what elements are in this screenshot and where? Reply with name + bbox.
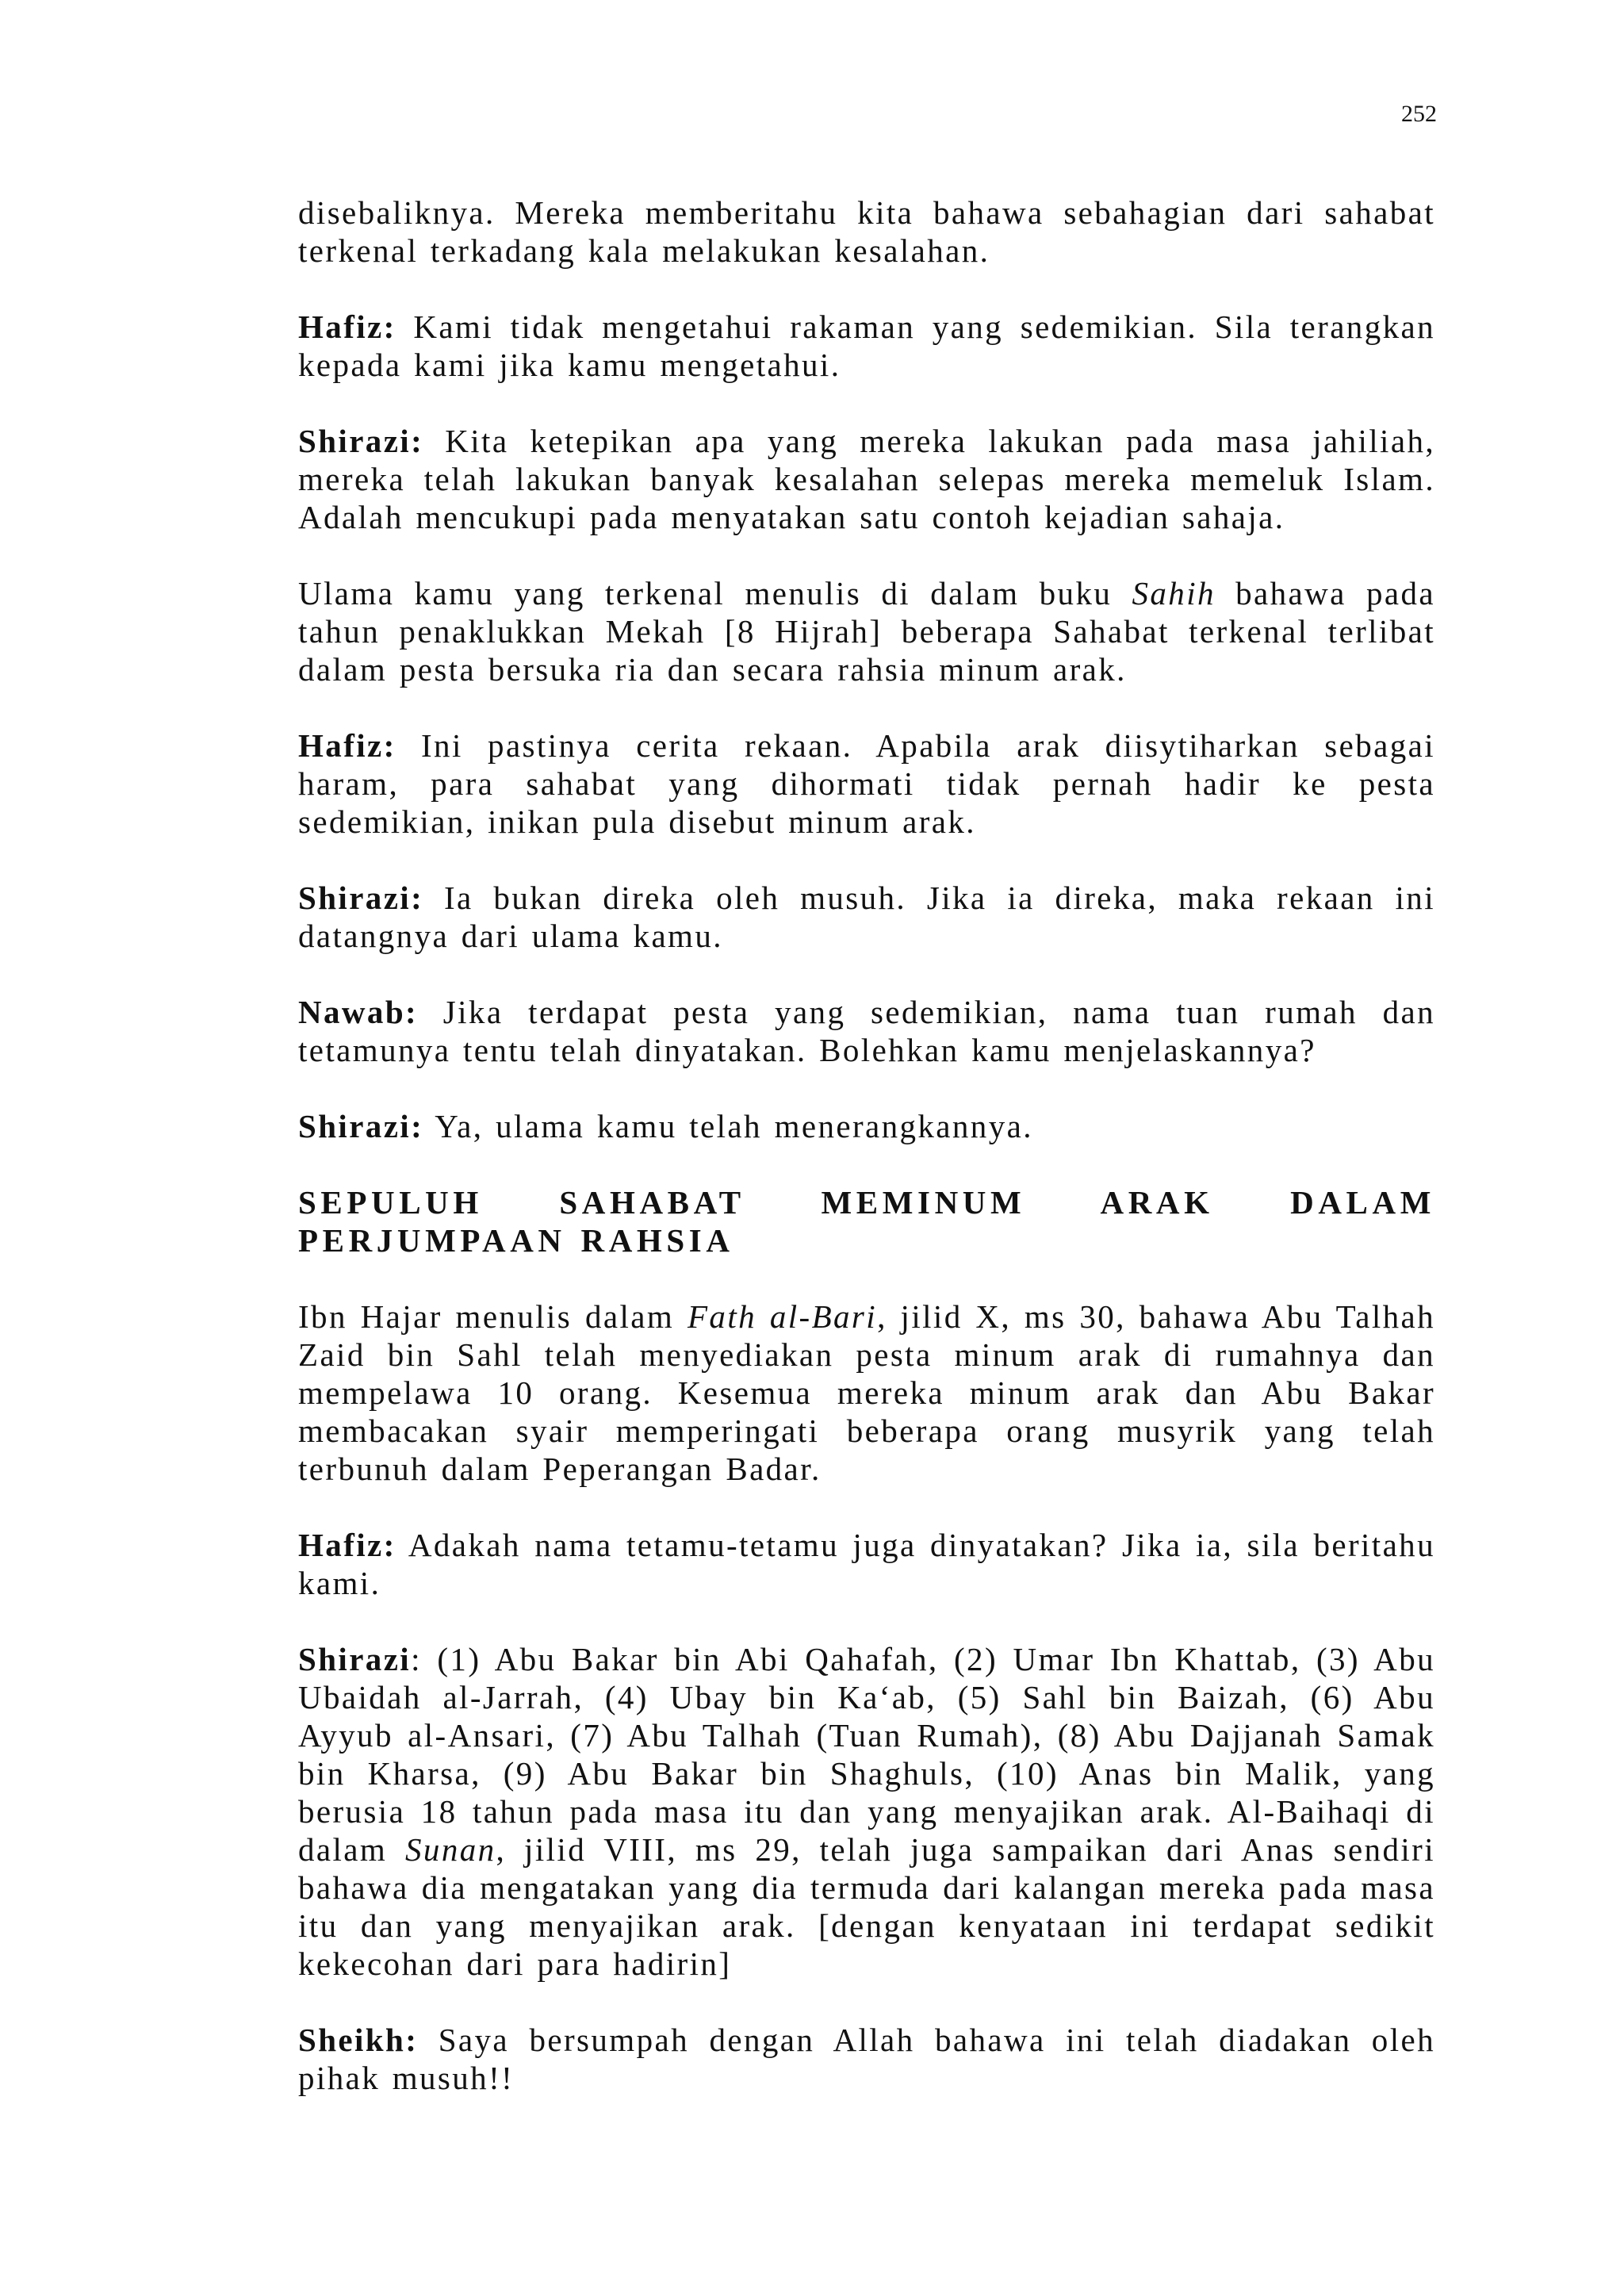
dialogue-text: Saya bersumpah dengan Allah bahawa ini telah diadakan oleh pihak musuh!! bbox=[298, 2022, 1435, 2096]
section-heading: SEPULUH SAHABAT MEMINUM ARAK DALAM PERJUMPAAN RAHSIA bbox=[298, 1184, 1435, 1259]
book-title: Fath al-Bari bbox=[687, 1298, 878, 1335]
dialogue-text: : (1) Abu Bakar bin Abi Qahafah, (2) Umar Ibn Khattab, (3) Abu Ubaidah al-Jarrah, (4) Ubay bin Ka‘ab, (5) Sahl bin Baizah, (6) Abu Ayyub al-Ansari, (7) Abu Talhah (Tuan Rumah), (8) Abu Dajjanah Samak bin Kharsa, (9) Abu Bakar bin Shaghuls, (10) Anas bin Malik, yang berusia 18 tahun pada masa itu dan yang menyajikan arak. Al-Baihaqi di dalam bbox=[298, 1641, 1435, 1868]
paragraph-intro bbox=[298, 194, 1435, 270]
dialogue-text: Ia bukan direka oleh musuh. Jika ia direka, maka rekaan ini datangnya dari ulama kamu. bbox=[298, 880, 1435, 954]
speaker-label: Shirazi: bbox=[298, 423, 424, 459]
speaker-label: Shirazi bbox=[298, 1641, 412, 1677]
dialogue-shirazi-2 bbox=[298, 879, 1435, 955]
book-title: Sunan bbox=[405, 1831, 496, 1868]
dialogue-hafiz-2 bbox=[298, 726, 1435, 841]
page-number: 252 bbox=[1401, 101, 1437, 127]
dialogue-text: Jika terdapat pesta yang sedemikian, nama tuan rumah dan tetamunya tentu telah dinyatakan. Bolehkan kamu menjelaskannya? bbox=[298, 994, 1435, 1068]
speaker-label: Shirazi: bbox=[298, 880, 424, 916]
dialogue-shirazi-1 bbox=[298, 422, 1435, 536]
speaker-label: Hafiz: bbox=[298, 1527, 396, 1563]
paragraph-text: Ibn Hajar menulis dalam bbox=[298, 1298, 688, 1335]
dialogue-hafiz-1 bbox=[298, 308, 1435, 384]
dialogue-hafiz-3 bbox=[298, 1526, 1435, 1602]
dialogue-text: Adakah nama tetamu-tetamu juga dinyatakan? Jika ia, sila beritahu kami. bbox=[298, 1527, 1435, 1601]
dialogue-text: , jilid VIII, ms 29, telah juga sampaikan dari Anas sendiri bahawa dia mengatakan yang dia termuda dari kalangan mereka pada masa itu dan yang menyajikan arak. [dengan kenyataan ini terdapat sedikit kekecohan dari para hadirin] bbox=[298, 1831, 1435, 1982]
speaker-label: Sheikh: bbox=[298, 2022, 419, 2058]
paragraph-fath-al-bari bbox=[298, 1297, 1435, 1488]
speaker-label: Nawab: bbox=[298, 994, 419, 1030]
dialogue-shirazi-3 bbox=[298, 1107, 1435, 1145]
paragraph-text: bahawa pada tahun penaklukkan Mekah [8 Hijrah] beberapa Sahabat terkenal terlibat dalam pesta bersuka ria dan secara rahsia minum arak. bbox=[298, 575, 1435, 688]
page-body bbox=[298, 194, 1435, 2135]
dialogue-nawab-1 bbox=[298, 993, 1435, 1069]
paragraph-text: disebaliknya. Mereka memberitahu kita bahawa sebahagian dari sahabat terkenal terkadang kala melakukan kesalahan. bbox=[298, 194, 1435, 269]
dialogue-text: Kita ketepikan apa yang mereka lakukan pada masa jahiliah, mereka telah lakukan banyak kesalahan selepas mereka memeluk Islam. Adalah mencukupi pada menyatakan satu contoh kejadian sahaja. bbox=[298, 423, 1435, 535]
paragraph-text: Ulama kamu yang terkenal menulis di dalam buku bbox=[298, 575, 1132, 611]
speaker-label: Shirazi: bbox=[298, 1108, 424, 1144]
dialogue-text: Kami tidak mengetahui rakaman yang sedemikian. Sila terangkan kepada kami jika kamu mengetahui. bbox=[298, 309, 1435, 383]
paragraph-text: , jilid X, ms 30, bahawa Abu Talhah Zaid bin Sahl telah menyediakan pesta minum arak di rumahnya dan mempelawa 10 orang. Kesemua mereka minum arak dan Abu Bakar membacakan syair memperingati beberapa orang musyrik yang telah terbunuh dalam Peperangan Badar. bbox=[298, 1298, 1436, 1487]
speaker-label: Hafiz: bbox=[298, 309, 396, 345]
dialogue-sheikh-1 bbox=[298, 2021, 1435, 2097]
dialogue-shirazi-4 bbox=[298, 1640, 1435, 1983]
dialogue-text: Ya, ulama kamu telah menerangkannya. bbox=[423, 1108, 1033, 1144]
book-title: Sahih bbox=[1132, 575, 1216, 611]
dialogue-text: Ini pastinya cerita rekaan. Apabila arak diisytiharkan sebagai haram, para sahabat yang dihormati tidak pernah hadir ke pesta sedemikian, inikan pula disebut minum arak. bbox=[298, 727, 1435, 840]
speaker-label: Hafiz: bbox=[298, 727, 396, 764]
paragraph-sahih bbox=[298, 574, 1435, 688]
